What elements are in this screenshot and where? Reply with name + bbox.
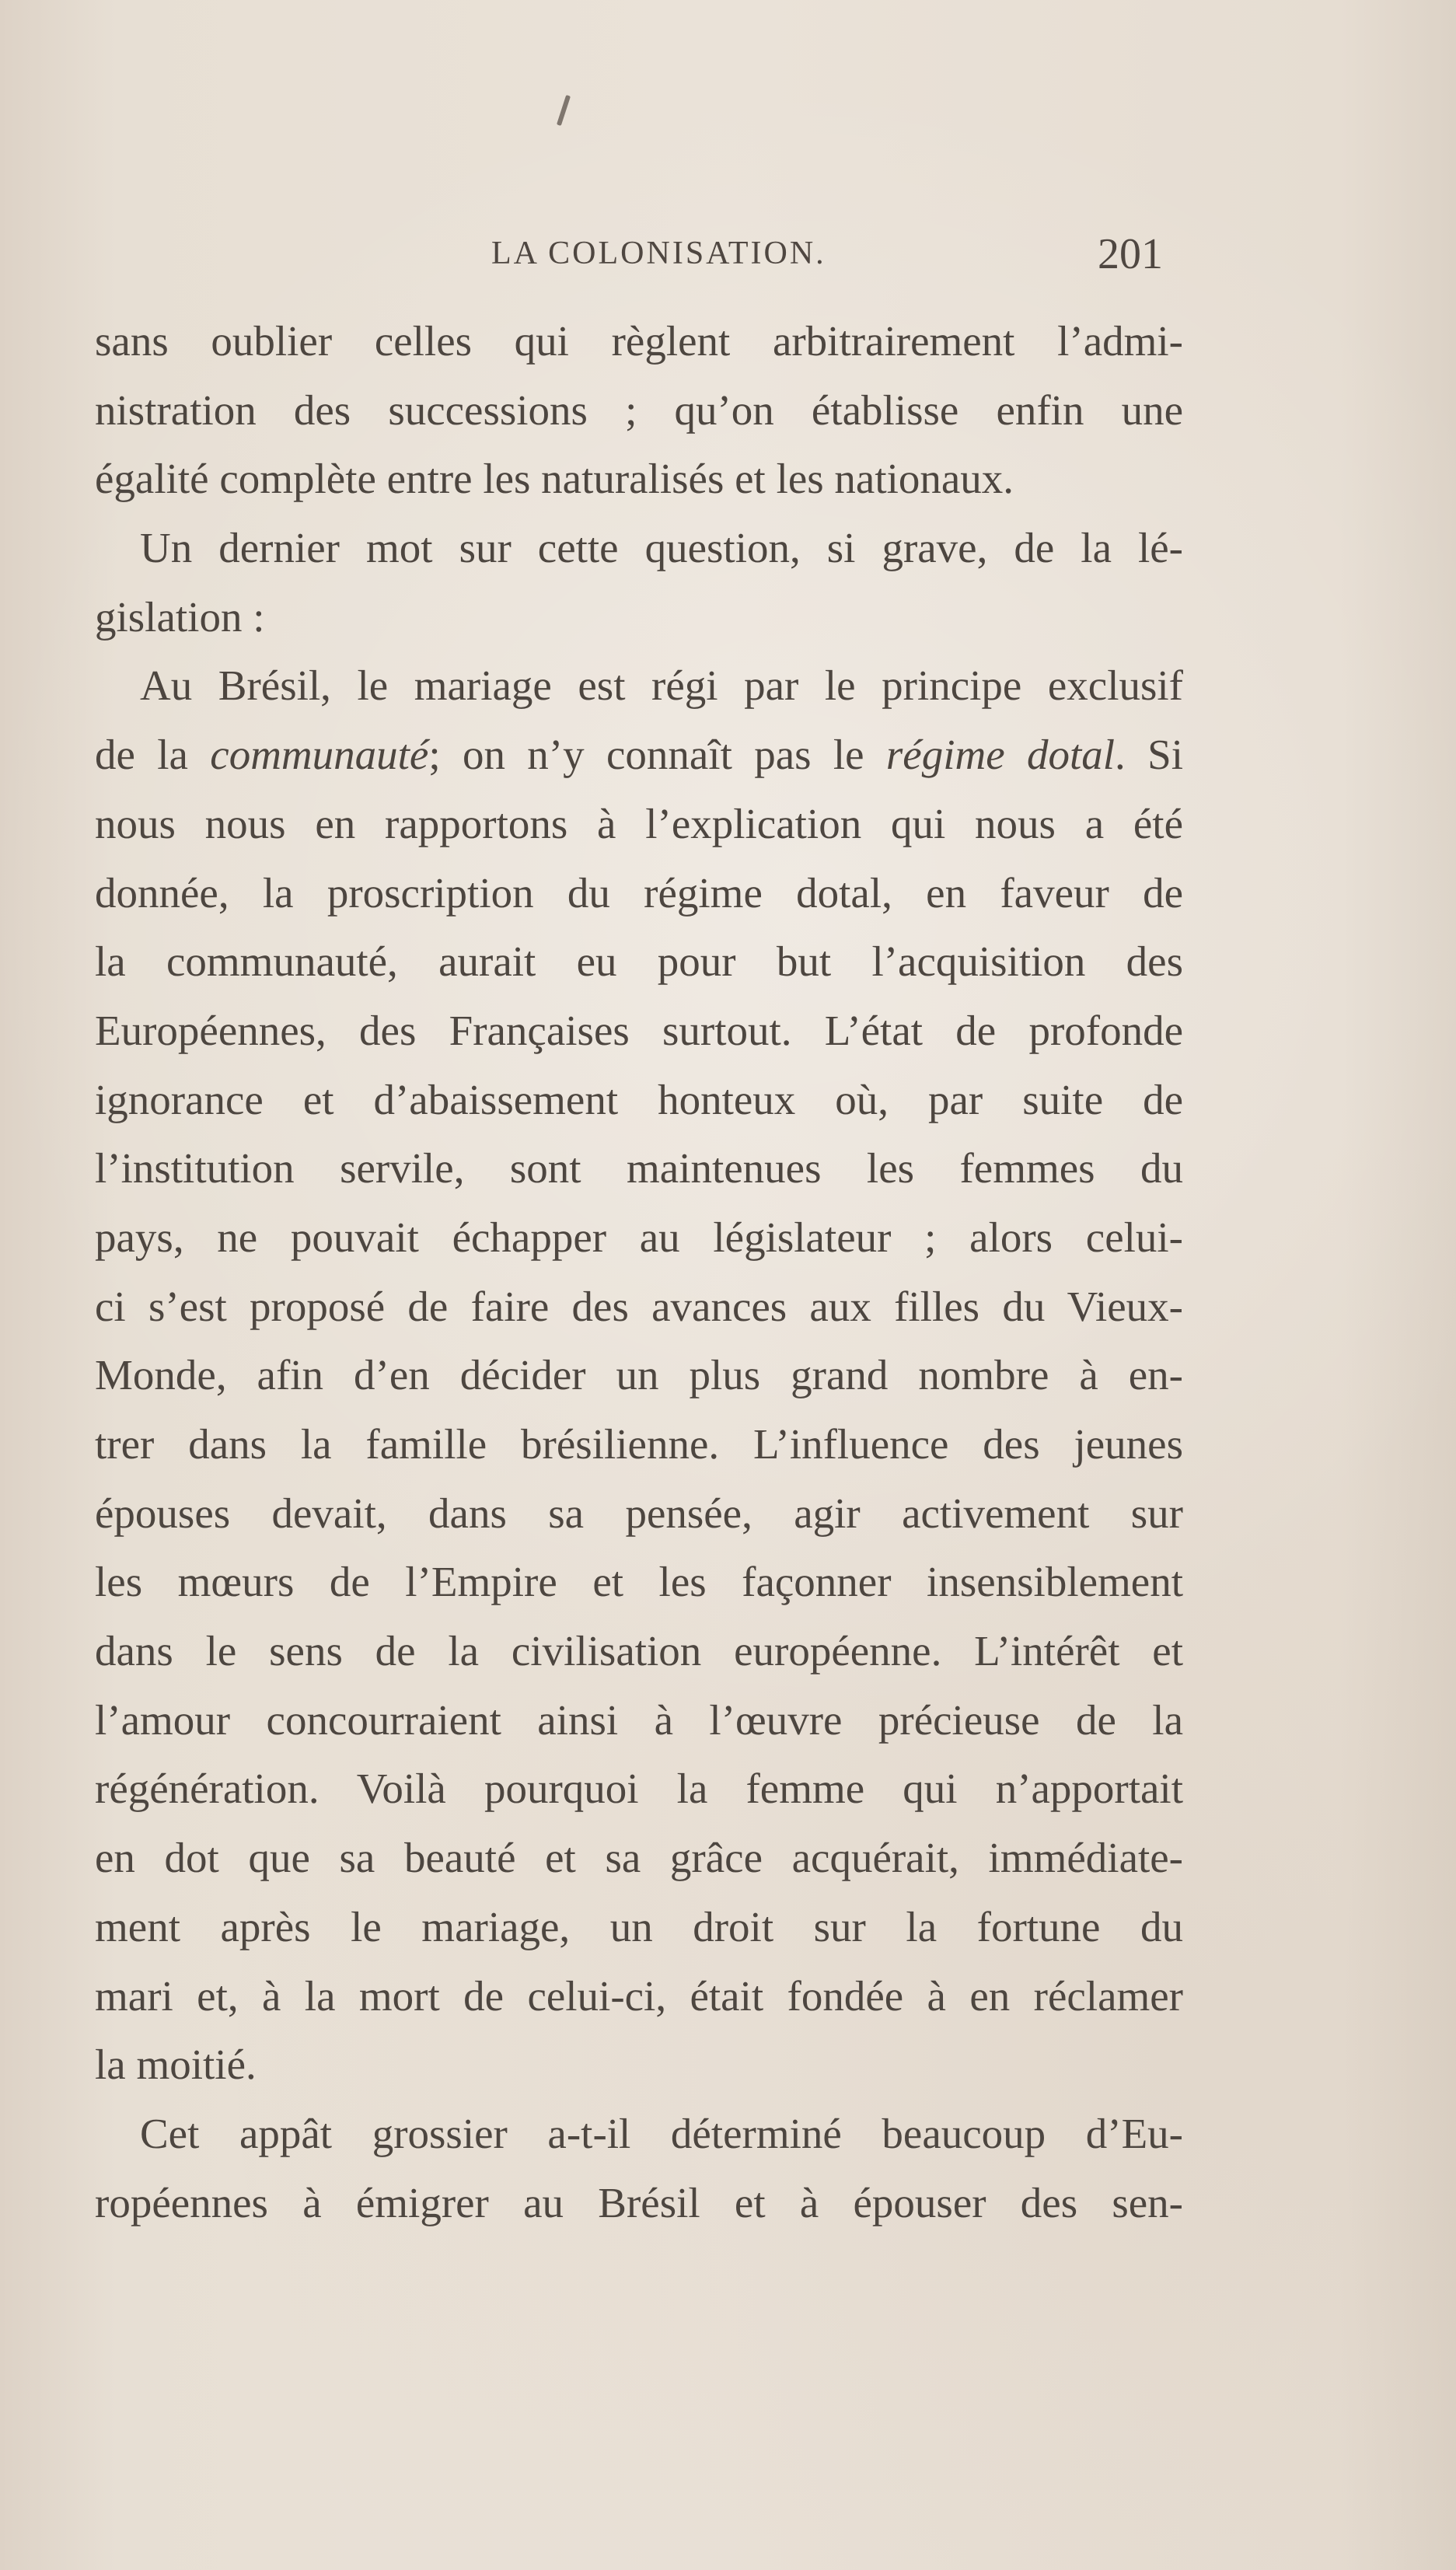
text-line: Européennes, des Françaises surtout. L’état de profonde xyxy=(95,1006,1183,1054)
text-line: nous nous en rapportons à l’explication qui nous a été xyxy=(95,799,1183,847)
text-line: ignorance et d’abaissement honteux où, par suite de xyxy=(95,1075,1183,1123)
ink-mark xyxy=(557,95,571,126)
text-fragment: . Si xyxy=(1115,731,1183,779)
text-line: Cet appât grossier a-t-il déterminé beaucoup d’Eu- xyxy=(140,2109,1183,2157)
italic-term-communaute: communauté xyxy=(210,731,429,779)
text-line: donnée, la proscription du régime dotal, en faveur de xyxy=(95,868,1183,917)
text-line: Un dernier mot sur cette question, si grave, de la lé- xyxy=(140,524,1183,572)
text-line: dans le sens de la civilisation européenne. L’intérêt et xyxy=(95,1627,1183,1675)
text-line: ment après le mariage, un droit sur la fortune du xyxy=(95,1902,1183,1950)
body-text xyxy=(95,307,1183,2237)
text-fragment: ; on n’y connaît pas le xyxy=(428,731,886,779)
text-line: l’amour concourraient ainsi à l’œuvre précieuse de la xyxy=(95,1695,1183,1744)
text-line: en dot que sa beauté et sa grâce acquérait, immédiate- xyxy=(95,1834,1183,1882)
text-line: la moitié. xyxy=(95,2041,257,2089)
page-number: 201 xyxy=(1098,230,1163,278)
italic-term-regime-dotal: régime dotal xyxy=(885,731,1116,779)
text-line: régénération. Voilà pourquoi la femme qui n’apportait xyxy=(95,1765,1183,1813)
text-line: nistration des successions ; qu’on établisse enfin une xyxy=(95,386,1183,434)
text-line: gislation : xyxy=(95,592,265,641)
text-line: égalité complète entre les naturalisés et les nationaux. xyxy=(95,455,1014,503)
text-line: l’institution servile, sont maintenues les femmes du xyxy=(95,1144,1183,1192)
running-title: LA COLONISATION. xyxy=(491,236,826,271)
text-line: trer dans la famille brésilienne. L’influence des jeunes xyxy=(95,1420,1183,1468)
text-line: épouses devait, dans sa pensée, agir activement sur xyxy=(95,1489,1183,1537)
text-line: pays, ne pouvait échapper au législateur ; alors celui- xyxy=(95,1213,1183,1261)
text-line: Au Brésil, le mariage est régi par le principe exclusif xyxy=(140,662,1183,710)
text-line: les mœurs de l’Empire et les façonner insensiblement xyxy=(95,1558,1183,1606)
text-line: Monde, afin d’en décider un plus grand nombre à en- xyxy=(95,1351,1183,1399)
text-line: ci s’est proposé de faire des avances aux filles du Vieux- xyxy=(95,1282,1183,1330)
text-line: ropéennes à émigrer au Brésil et à épouser des sen- xyxy=(95,2178,1183,2226)
text-line: la communauté, aurait eu pour but l’acquisition des xyxy=(95,938,1183,986)
text-line: mari et, à la mort de celui-ci, était fondée à en réclamer xyxy=(95,1971,1183,2020)
text-line: sans oublier celles qui règlent arbitrairement l’admi- xyxy=(95,317,1183,365)
text-fragment: de la xyxy=(95,731,211,779)
text-line-with-italics xyxy=(95,721,1183,790)
